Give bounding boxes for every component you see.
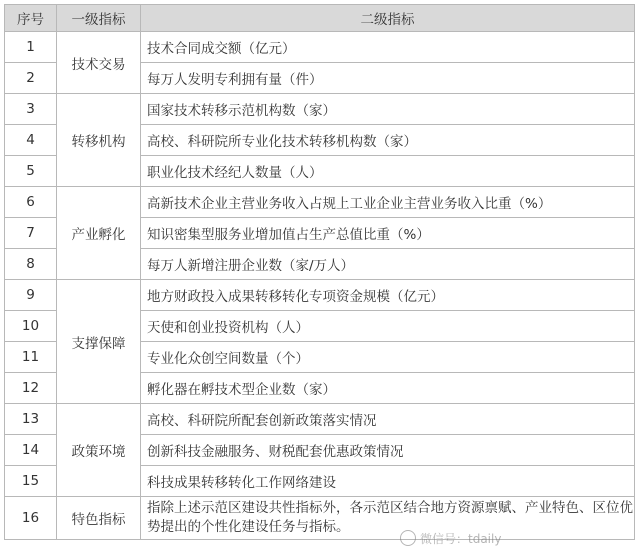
indicator-cell: 地方财政投入成果转移转化专项资金规模（亿元） bbox=[141, 280, 635, 311]
indicator-cell: 高新技术企业主营业务收入占规上工业企业主营业务收入比重（%） bbox=[141, 187, 635, 218]
table-row bbox=[5, 280, 635, 311]
row-number: 2 bbox=[5, 63, 57, 94]
table-row bbox=[5, 187, 635, 218]
category-cell: 技术交易 bbox=[57, 32, 141, 94]
indicator-cell: 创新科技金融服务、财税配套优惠政策情况 bbox=[141, 435, 635, 466]
indicator-cell: 指除上述示范区建设共性指标外，各示范区结合地方资源禀赋、产业特色、区位优势提出的个性化建设任务与指标。 bbox=[141, 497, 635, 540]
row-number: 11 bbox=[5, 342, 57, 373]
row-number: 4 bbox=[5, 125, 57, 156]
watermark-text: 微信号：tdaily bbox=[420, 531, 502, 546]
indicator-cell: 技术合同成交额（亿元） bbox=[141, 32, 635, 63]
indicator-cell: 国家技术转移示范机构数（家） bbox=[141, 94, 635, 125]
row-number: 7 bbox=[5, 218, 57, 249]
row-number: 3 bbox=[5, 94, 57, 125]
category-cell: 特色指标 bbox=[57, 497, 141, 540]
indicator-cell: 每万人发明专利拥有量（件） bbox=[141, 63, 635, 94]
indicator-table-container bbox=[4, 4, 634, 540]
indicator-cell: 每万人新增注册企业数（家/万人） bbox=[141, 249, 635, 280]
indicator-cell: 专业化众创空间数量（个） bbox=[141, 342, 635, 373]
row-number: 9 bbox=[5, 280, 57, 311]
row-number: 13 bbox=[5, 404, 57, 435]
indicator-cell: 孵化器在孵技术型企业数（家） bbox=[141, 373, 635, 404]
indicator-cell: 科技成果转移转化工作网络建设 bbox=[141, 466, 635, 497]
indicator-cell: 高校、科研院所配套创新政策落实情况 bbox=[141, 404, 635, 435]
row-number: 15 bbox=[5, 466, 57, 497]
header-serial-number: 序号 bbox=[5, 5, 57, 32]
category-cell: 支撑保障 bbox=[57, 280, 141, 404]
row-number: 16 bbox=[5, 497, 57, 540]
row-number: 8 bbox=[5, 249, 57, 280]
indicator-cell: 职业化技术经纪人数量（人） bbox=[141, 156, 635, 187]
table-row bbox=[5, 32, 635, 63]
indicator-cell: 天使和创业投资机构（人） bbox=[141, 311, 635, 342]
header-level1-indicator: 一级指标 bbox=[57, 5, 141, 32]
category-cell: 转移机构 bbox=[57, 94, 141, 187]
table-header-row bbox=[5, 5, 635, 32]
indicator-cell: 高校、科研院所专业化技术转移机构数（家） bbox=[141, 125, 635, 156]
row-number: 14 bbox=[5, 435, 57, 466]
indicator-table bbox=[4, 4, 635, 540]
table-row bbox=[5, 497, 635, 540]
table-row bbox=[5, 94, 635, 125]
header-level2-indicator: 二级指标 bbox=[141, 5, 635, 32]
table-row bbox=[5, 404, 635, 435]
indicator-cell: 知识密集型服务业增加值占生产总值比重（%） bbox=[141, 218, 635, 249]
row-number: 12 bbox=[5, 373, 57, 404]
row-number: 5 bbox=[5, 156, 57, 187]
category-cell: 产业孵化 bbox=[57, 187, 141, 280]
category-cell: 政策环境 bbox=[57, 404, 141, 497]
row-number: 10 bbox=[5, 311, 57, 342]
row-number: 1 bbox=[5, 32, 57, 63]
row-number: 6 bbox=[5, 187, 57, 218]
